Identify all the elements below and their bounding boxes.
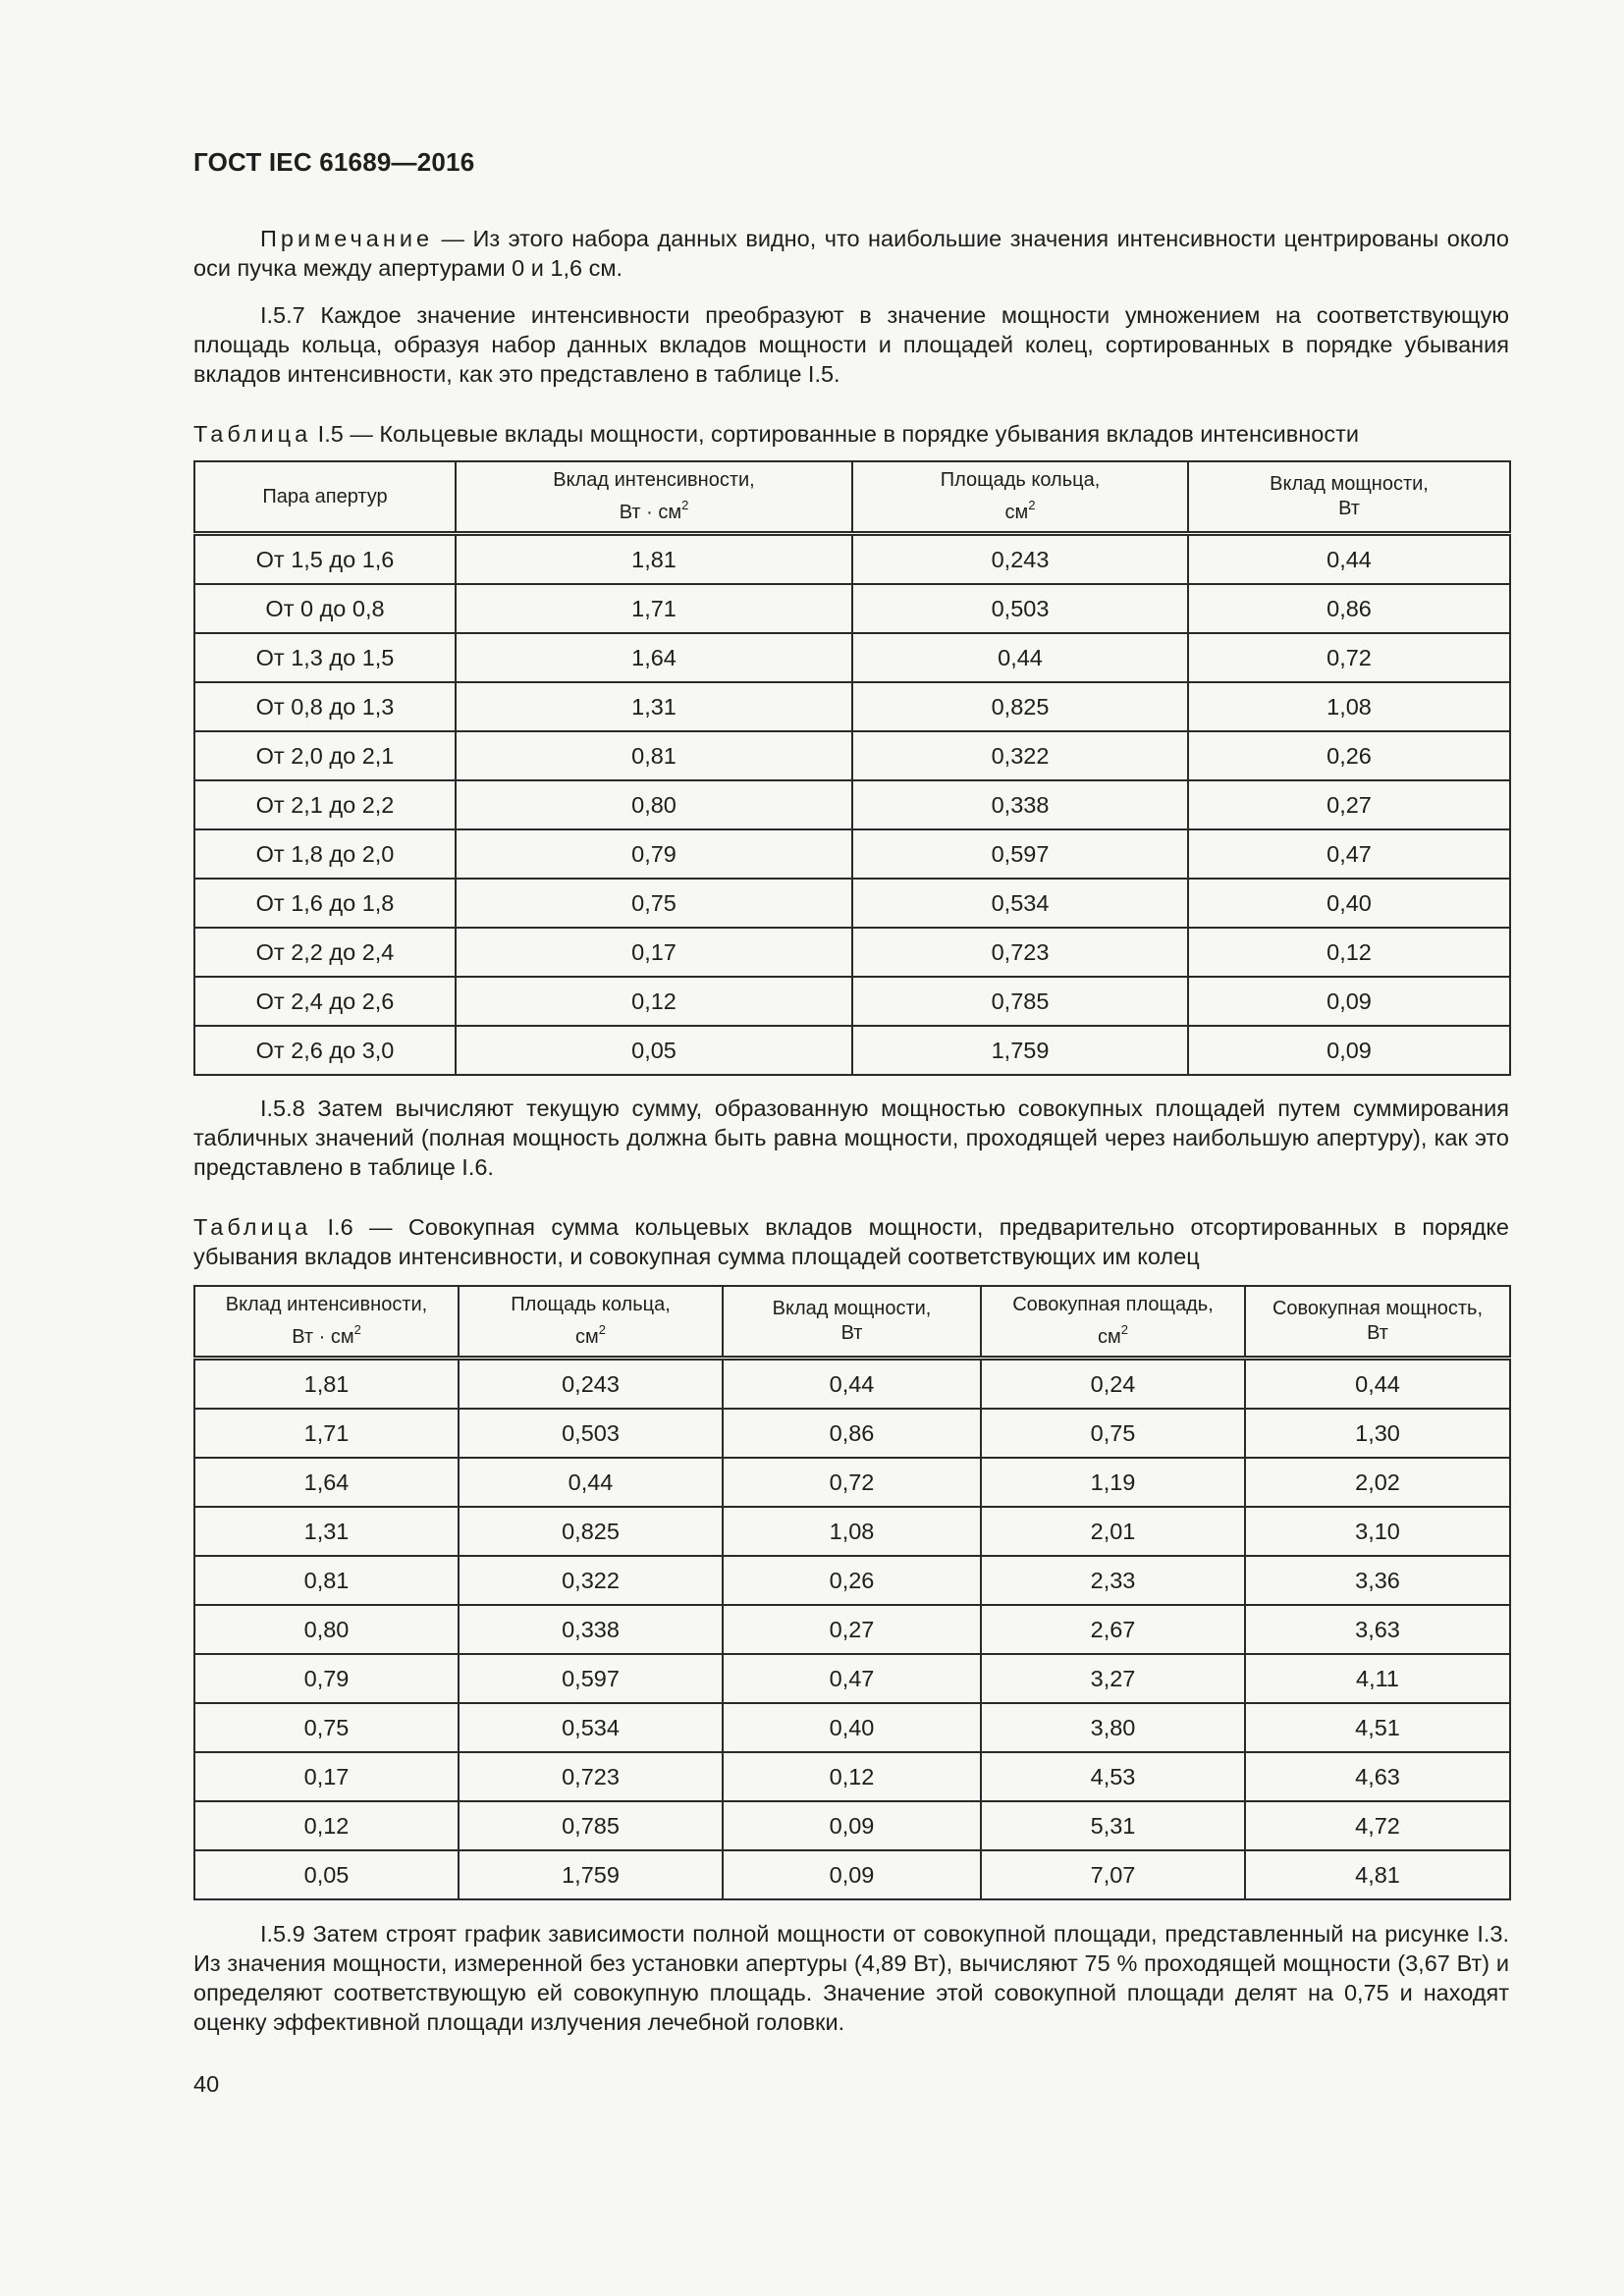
table-row — [194, 928, 1510, 977]
column-header-line1: Вклад интенсивности, — [225, 1294, 428, 1315]
unit-superscript: 2 — [681, 498, 689, 512]
table-cell: 2,33 — [981, 1556, 1245, 1605]
table-cell: 0,09 — [1188, 977, 1510, 1026]
table-cell: От 1,6 до 1,8 — [194, 879, 456, 928]
table-cell: 0,785 — [459, 1801, 723, 1850]
column-header-line1: Вклад интенсивности, — [553, 469, 755, 491]
paragraph-i-5-9 — [193, 1919, 1509, 2037]
column-header-line2: Вт · см — [619, 502, 682, 523]
table-cell: 4,81 — [1245, 1850, 1510, 1899]
table-row — [194, 1605, 1510, 1654]
table-5-caption-text: I.5 — Кольцевые вклады мощности, сортированные в порядке убывания вкладов интенсивности — [311, 421, 1359, 447]
column-header — [852, 461, 1188, 534]
table-row — [194, 1409, 1510, 1458]
table-cell: От 0,8 до 1,3 — [194, 682, 456, 731]
table-cell: 0,825 — [459, 1507, 723, 1556]
table-cell: 3,27 — [981, 1654, 1245, 1703]
table-6-caption-label: Таблица — [193, 1214, 312, 1240]
table-cell: 0,44 — [852, 633, 1188, 682]
table-row — [194, 1556, 1510, 1605]
table-cell: От 1,5 до 1,6 — [194, 534, 456, 585]
table-cell: 0,80 — [194, 1605, 459, 1654]
table-6-caption-text: I.6 — Совокупная сумма кольцевых вкладов мощности, предварительно отсортированных в порядке убывания вкладов интенсивности, и совокупная сумма площадей соответствующих им колец — [193, 1214, 1509, 1269]
table-cell: 0,44 — [723, 1359, 981, 1410]
column-header-line1: Вклад мощности, — [772, 1298, 932, 1319]
table-cell: 0,723 — [459, 1752, 723, 1801]
table-cell: От 2,1 до 2,2 — [194, 780, 456, 829]
table-cell: 4,72 — [1245, 1801, 1510, 1850]
table-cell: 5,31 — [981, 1801, 1245, 1850]
table-6-body — [194, 1359, 1510, 1900]
note-paragraph — [193, 224, 1509, 283]
column-header-line2: см — [575, 1326, 599, 1348]
table-cell: 7,07 — [981, 1850, 1245, 1899]
column-header — [723, 1286, 981, 1359]
table-cell: 1,71 — [456, 584, 852, 633]
table-row — [194, 829, 1510, 879]
table-cell: 1,31 — [456, 682, 852, 731]
unit-superscript: 2 — [598, 1322, 606, 1337]
column-header-line2: Вт — [1338, 498, 1360, 519]
table-cell: 2,02 — [1245, 1458, 1510, 1507]
table-cell: 0,26 — [1188, 731, 1510, 780]
table-cell: 0,40 — [723, 1703, 981, 1752]
table-cell: 0,05 — [456, 1026, 852, 1075]
table-cell: 0,243 — [459, 1359, 723, 1410]
column-header — [456, 461, 852, 534]
table-cell: 0,05 — [194, 1850, 459, 1899]
table-cell: 1,31 — [194, 1507, 459, 1556]
table-cell: 0,47 — [1188, 829, 1510, 879]
table-5-body — [194, 534, 1510, 1076]
table-cell: 0,723 — [852, 928, 1188, 977]
column-header-line1: Совокупная площадь, — [1012, 1294, 1214, 1315]
table-row — [194, 780, 1510, 829]
table-cell: 1,759 — [459, 1850, 723, 1899]
table-cell: 0,09 — [1188, 1026, 1510, 1075]
table-row — [194, 1359, 1510, 1410]
table-cell: От 2,6 до 3,0 — [194, 1026, 456, 1075]
table-cell: 0,24 — [981, 1359, 1245, 1410]
table-row — [194, 1703, 1510, 1752]
table-cell: 0,72 — [723, 1458, 981, 1507]
column-header — [1245, 1286, 1510, 1359]
table-cell: 0,338 — [852, 780, 1188, 829]
table-cell: 0,17 — [194, 1752, 459, 1801]
table-cell: 2,67 — [981, 1605, 1245, 1654]
table-5-caption — [193, 419, 1509, 449]
table-cell: 0,75 — [456, 879, 852, 928]
unit-superscript: 2 — [1028, 498, 1036, 512]
table-cell: От 1,8 до 2,0 — [194, 829, 456, 879]
table-cell: 0,79 — [194, 1654, 459, 1703]
table-cell: 1,30 — [1245, 1409, 1510, 1458]
column-header-line1: Вклад мощности, — [1270, 473, 1429, 495]
table-cell: 0,503 — [852, 584, 1188, 633]
table-6-caption — [193, 1212, 1509, 1271]
table-cell: 0,785 — [852, 977, 1188, 1026]
column-header-line2: Вт — [1367, 1322, 1388, 1344]
table-cell: 0,503 — [459, 1409, 723, 1458]
table-5-header-row — [194, 461, 1510, 534]
table-cell: 1,81 — [456, 534, 852, 585]
table-cell: От 2,0 до 2,1 — [194, 731, 456, 780]
column-header-line2: см — [1098, 1326, 1121, 1348]
table-cell: 1,81 — [194, 1359, 459, 1410]
column-header-line2: см — [1004, 502, 1029, 523]
table-cell: 4,63 — [1245, 1752, 1510, 1801]
table-cell: 0,12 — [194, 1801, 459, 1850]
column-header-line2: Вт · см — [292, 1326, 354, 1348]
table-cell: От 2,2 до 2,4 — [194, 928, 456, 977]
table-cell: 2,01 — [981, 1507, 1245, 1556]
table-row — [194, 1507, 1510, 1556]
table-cell: 0,12 — [1188, 928, 1510, 977]
table-cell: 0,09 — [723, 1850, 981, 1899]
paragraph-i-5-9-text: I.5.9 Затем строят график зависимости полной мощности от совокупной площади, представленный на рисунке I.3. Из значения мощности, измеренной без установки апертуры (4,89 Вт), вычисляют 75 % проходящей мощности (3,67 Вт) и определяют соответствующую ей совокупную площадь. Значение этой совокупной площади делят на 0,75 и находят оценку эффективной площади излучения лечебной головки. — [193, 1921, 1509, 2035]
column-header — [194, 1286, 459, 1359]
column-header — [194, 461, 456, 534]
table-6 — [193, 1285, 1511, 1900]
paragraph-i-5-8 — [193, 1094, 1509, 1182]
table-cell: От 1,3 до 1,5 — [194, 633, 456, 682]
note-label: Примечание — [260, 226, 434, 251]
column-header — [1188, 461, 1510, 534]
table-cell: 1,64 — [456, 633, 852, 682]
table-cell: 3,63 — [1245, 1605, 1510, 1654]
note-text: — Из этого набора данных видно, что наибольшие значения интенсивности центрированы около оси пучка между апертурами 0 и 1,6 см. — [193, 226, 1509, 281]
table-cell: 0,40 — [1188, 879, 1510, 928]
paragraph-i-5-8-text: I.5.8 Затем вычисляют текущую сумму, образованную мощностью совокупных площадей путем суммирования табличных значений (полная мощность должна быть равна мощности, проходящей через наибольшую апертуру), как это представлено в таблице I.6. — [193, 1095, 1509, 1180]
table-cell: 0,09 — [723, 1801, 981, 1850]
table-cell: 0,86 — [1188, 584, 1510, 633]
column-header-line1: Совокупная мощность, — [1272, 1298, 1484, 1319]
column-header-line1: Площадь кольца, — [940, 469, 1101, 491]
table-row — [194, 1654, 1510, 1703]
table-row — [194, 1752, 1510, 1801]
paragraph-i-5-7 — [193, 300, 1509, 389]
unit-superscript: 2 — [353, 1322, 361, 1337]
table-cell: 0,338 — [459, 1605, 723, 1654]
table-row — [194, 879, 1510, 928]
table-5-caption-label: Таблица — [193, 421, 312, 447]
table-cell: 1,08 — [1188, 682, 1510, 731]
table-row — [194, 977, 1510, 1026]
page-number: 40 — [193, 2071, 220, 2097]
table-cell: 0,47 — [723, 1654, 981, 1703]
table-cell: 0,322 — [852, 731, 1188, 780]
table-cell: 3,36 — [1245, 1556, 1510, 1605]
table-cell: 1,71 — [194, 1409, 459, 1458]
unit-superscript: 2 — [1120, 1322, 1128, 1337]
table-cell: 0,12 — [456, 977, 852, 1026]
table-cell: От 0 до 0,8 — [194, 584, 456, 633]
table-cell: 0,26 — [723, 1556, 981, 1605]
table-cell: 4,51 — [1245, 1703, 1510, 1752]
table-5 — [193, 460, 1511, 1076]
table-cell: 1,759 — [852, 1026, 1188, 1075]
table-cell: 0,44 — [1188, 534, 1510, 585]
table-row — [194, 1850, 1510, 1899]
table-row — [194, 1026, 1510, 1075]
table-cell: 0,597 — [852, 829, 1188, 879]
table-cell: 0,534 — [852, 879, 1188, 928]
table-row — [194, 584, 1510, 633]
table-cell: 0,322 — [459, 1556, 723, 1605]
table-cell: От 2,4 до 2,6 — [194, 977, 456, 1026]
table-cell: 0,72 — [1188, 633, 1510, 682]
table-row — [194, 731, 1510, 780]
table-cell: 0,243 — [852, 534, 1188, 585]
paragraph-i-5-7-text: I.5.7 Каждое значение интенсивности преобразуют в значение мощности умножением на соответствующую площадь кольца, образуя набор данных вкладов мощности и площадей колец, сортированных в порядке убывания вкладов интенсивности, как это представлено в таблице I.5. — [193, 302, 1509, 387]
table-cell: 0,17 — [456, 928, 852, 977]
table-cell: 0,44 — [459, 1458, 723, 1507]
table-cell: 0,597 — [459, 1654, 723, 1703]
table-row — [194, 633, 1510, 682]
column-header — [459, 1286, 723, 1359]
column-header-line2: Вт — [840, 1322, 863, 1344]
column-header — [981, 1286, 1245, 1359]
table-row — [194, 1801, 1510, 1850]
table-cell: 0,80 — [456, 780, 852, 829]
column-header-line1: Пара апертур — [262, 485, 388, 507]
table-cell: 0,79 — [456, 829, 852, 879]
table-cell: 0,81 — [456, 731, 852, 780]
table-row — [194, 682, 1510, 731]
column-header-line1: Площадь кольца, — [511, 1294, 671, 1315]
table-cell: 0,81 — [194, 1556, 459, 1605]
table-cell: 1,64 — [194, 1458, 459, 1507]
table-cell: 1,19 — [981, 1458, 1245, 1507]
table-row — [194, 534, 1510, 585]
table-cell: 0,534 — [459, 1703, 723, 1752]
table-cell: 3,80 — [981, 1703, 1245, 1752]
table-cell: 4,53 — [981, 1752, 1245, 1801]
table-row — [194, 1458, 1510, 1507]
table-cell: 0,75 — [981, 1409, 1245, 1458]
table-cell: 0,27 — [1188, 780, 1510, 829]
table-cell: 0,825 — [852, 682, 1188, 731]
table-cell: 0,44 — [1245, 1359, 1510, 1410]
table-6-header-row — [194, 1286, 1510, 1359]
table-cell: 0,75 — [194, 1703, 459, 1752]
table-cell: 0,27 — [723, 1605, 981, 1654]
table-cell: 0,86 — [723, 1409, 981, 1458]
table-cell: 3,10 — [1245, 1507, 1510, 1556]
table-cell: 4,11 — [1245, 1654, 1510, 1703]
document-title: ГОСТ IEC 61689—2016 — [193, 147, 475, 177]
table-cell: 1,08 — [723, 1507, 981, 1556]
table-cell: 0,12 — [723, 1752, 981, 1801]
